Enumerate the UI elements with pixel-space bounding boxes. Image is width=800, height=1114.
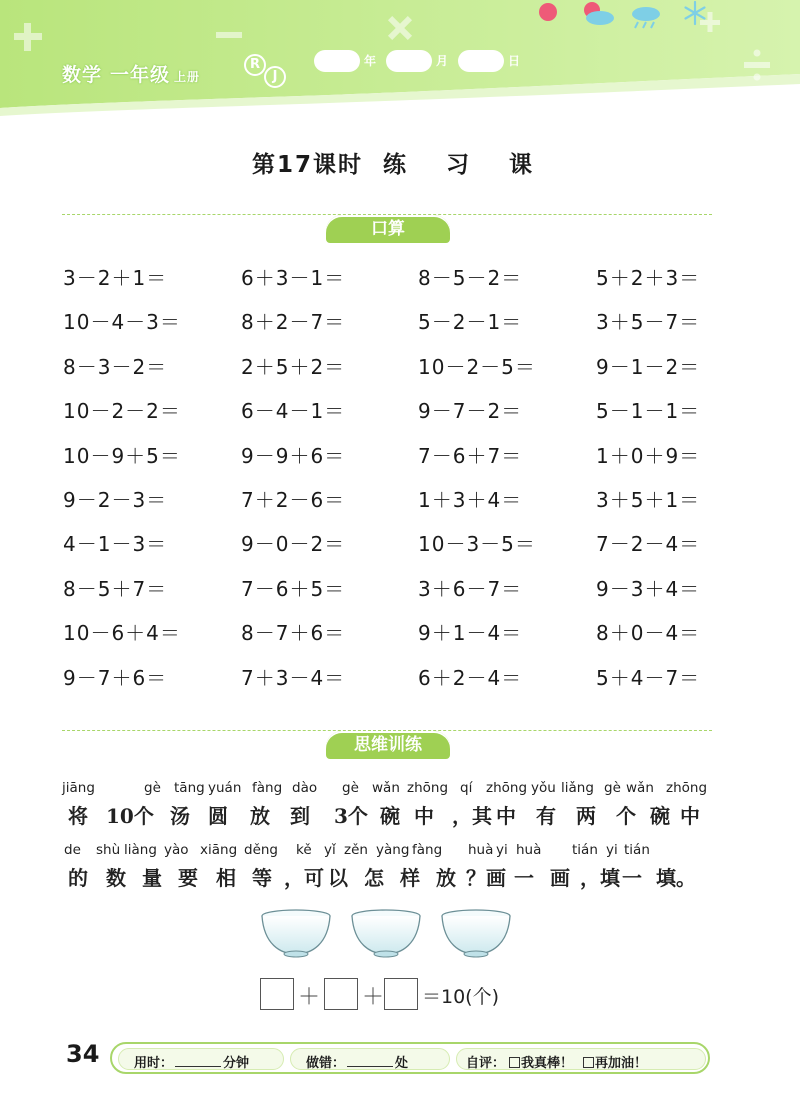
- arithmetic-problem: 10－2－2＝: [63, 399, 181, 424]
- pinyin: zhōng: [486, 780, 528, 796]
- problem-row: [63, 617, 723, 661]
- time-label: 用时：: [134, 1056, 174, 1071]
- arithmetic-problem: 9－0－2＝: [241, 532, 346, 557]
- try-checkbox[interactable]: [583, 1057, 594, 1068]
- pinyin: gè: [144, 780, 161, 796]
- hanzi: 汤: [170, 804, 190, 828]
- arithmetic-problem: 9－2－3＝: [63, 487, 168, 512]
- hanzi: 填。: [656, 866, 696, 890]
- arithmetic-problem: 9－7＋6＝: [63, 665, 168, 690]
- arithmetic-problem: 1＋0＋9＝: [596, 443, 701, 468]
- pinyin: shù: [96, 842, 121, 858]
- pinyin: tián: [624, 842, 650, 858]
- lesson-number: 第17课时: [251, 152, 363, 178]
- arithmetic-problem: 6＋2－4＝: [418, 665, 523, 690]
- great-option: 我真棒！: [521, 1056, 574, 1071]
- hanzi: 放: [250, 804, 270, 828]
- pinyin: wǎn: [372, 780, 400, 796]
- hanzi: 画: [550, 866, 570, 890]
- arithmetic-problem: 5＋2＋3＝: [596, 266, 701, 290]
- pinyin: huà: [468, 842, 494, 858]
- pinyin: yàng: [376, 842, 410, 858]
- arithmetic-problem: 8－5＋7＝: [63, 576, 168, 601]
- pinyin: zhōng: [407, 780, 449, 796]
- footer-bar: [110, 1042, 710, 1074]
- pinyin: yǒu: [531, 780, 556, 796]
- pinyin: fàng: [252, 780, 283, 796]
- arithmetic-problem: 10－3－5＝: [418, 532, 536, 557]
- pinyin: yào: [164, 842, 189, 858]
- hanzi: 样: [400, 866, 420, 890]
- rj-badge-r: R: [244, 54, 266, 76]
- arithmetic-problem: 3＋5＋1＝: [596, 487, 701, 512]
- month-field[interactable]: [386, 50, 432, 72]
- snowflake-icon[interactable]: [682, 0, 708, 26]
- pinyin: qí: [460, 780, 473, 796]
- pinyin: tāng: [174, 780, 205, 796]
- section-tab-thinking: 思维训练: [326, 731, 450, 759]
- arithmetic-problem: 8－3－2＝: [63, 354, 168, 379]
- hanzi: 中: [496, 804, 516, 828]
- arithmetic-problem: 8－7＋6＝: [241, 621, 346, 646]
- arithmetic-problem: 6－4－1＝: [241, 399, 346, 424]
- hanzi: 碗: [650, 804, 670, 828]
- arithmetic-problem: 5－1－1＝: [596, 399, 701, 424]
- problem-row: [63, 262, 723, 306]
- hanzi: 圆: [208, 804, 228, 828]
- arithmetic-problem: 7－2－4＝: [596, 532, 701, 557]
- partly-cloudy-icon[interactable]: [578, 0, 618, 30]
- arithmetic-problem: 7－6＋7＝: [418, 443, 523, 468]
- pinyin: fàng: [412, 842, 443, 858]
- hanzi: 到: [290, 804, 310, 828]
- lesson-name: 练 习 课: [383, 152, 549, 178]
- hanzi: 一: [622, 866, 642, 890]
- hanzi: 有: [536, 804, 556, 828]
- hanzi: 等: [252, 866, 272, 890]
- errors-unit: 处: [395, 1056, 409, 1071]
- hanzi: 怎: [364, 866, 384, 890]
- error-count: [306, 1052, 408, 1071]
- pinyin: yi: [496, 842, 508, 858]
- hanzi: 3个: [334, 804, 368, 828]
- pinyin: tián: [572, 842, 598, 858]
- day-field[interactable]: [458, 50, 504, 72]
- pinyin: yi: [606, 842, 618, 858]
- pinyin: děng: [244, 842, 279, 858]
- sun-icon[interactable]: [534, 0, 564, 24]
- header-band: [0, 0, 800, 120]
- hanzi: ？画: [466, 866, 506, 890]
- arithmetic-problem: 3＋6－7＝: [418, 576, 523, 601]
- arithmetic-problem: 4－1－3＝: [63, 532, 168, 557]
- pinyin: dào: [292, 780, 318, 796]
- hanzi: 将: [68, 804, 88, 828]
- arithmetic-problem: 8＋2－7＝: [241, 310, 346, 335]
- problem-row: [63, 528, 723, 572]
- hanzi: 要: [178, 866, 198, 890]
- arithmetic-problem: 3－2＋1＝: [63, 266, 168, 290]
- arithmetic-problem: 7＋2－6＝: [241, 487, 346, 512]
- arithmetic-problem: 8＋0－4＝: [596, 621, 701, 646]
- problem-row: [63, 440, 723, 484]
- self-eval-label: 自评：: [466, 1056, 506, 1071]
- arithmetic-problem: 9＋1－4＝: [418, 621, 523, 646]
- hanzi: 量: [142, 866, 162, 890]
- time-spent: [134, 1052, 249, 1071]
- section-tab-mental: 口算: [326, 215, 450, 243]
- pinyin: xiāng: [200, 842, 238, 858]
- hanzi: 一: [514, 866, 534, 890]
- errors-label: 做错：: [306, 1056, 346, 1071]
- arithmetic-problem: 10－9＋5＝: [63, 443, 181, 468]
- answer-box-3[interactable]: [384, 978, 418, 1010]
- hanzi: 中: [414, 804, 434, 828]
- arithmetic-problem: 7－6＋5＝: [241, 576, 346, 601]
- pinyin: liǎng: [561, 780, 594, 796]
- pinyin: wǎn: [626, 780, 654, 796]
- page-title: [0, 146, 800, 179]
- arithmetic-problem: 5－2－1＝: [418, 310, 523, 335]
- subject-grade: [62, 60, 200, 87]
- month-label: 月: [436, 54, 449, 68]
- arithmetic-problem: 1＋3＋4＝: [418, 487, 523, 512]
- arithmetic-problem: 8－5－2＝: [418, 266, 523, 290]
- arithmetic-problem: 6＋3－1＝: [241, 266, 346, 290]
- hanzi: 放: [436, 866, 456, 890]
- self-evaluation: [466, 1052, 647, 1071]
- hanzi: 相: [216, 866, 236, 890]
- answer-box-1[interactable]: [260, 978, 294, 1010]
- arithmetic-problem: 7＋3－4＝: [241, 665, 346, 690]
- hanzi: 10个: [106, 804, 154, 828]
- pinyin: de: [64, 842, 81, 858]
- hanzi: ，可: [284, 866, 324, 890]
- mental-arithmetic-grid: [63, 262, 723, 706]
- time-unit: 分钟: [223, 1056, 250, 1071]
- problem-row: [63, 573, 723, 617]
- problem-row: [63, 351, 723, 395]
- bowl-icon: [352, 910, 420, 957]
- year-field[interactable]: [314, 50, 360, 72]
- plus-sign: ＋: [362, 985, 385, 1010]
- arithmetic-problem: 10－6＋4＝: [63, 621, 181, 646]
- arithmetic-problem: 9－1－2＝: [596, 354, 701, 379]
- arithmetic-problem: 10－2－5＝: [418, 354, 536, 379]
- arithmetic-problem: 2＋5＋2＝: [241, 354, 346, 379]
- day-label: 日: [508, 54, 521, 68]
- great-checkbox[interactable]: [509, 1057, 520, 1068]
- page-number: 34: [66, 1040, 100, 1068]
- pinyin: kě: [296, 842, 312, 858]
- hanzi: 数: [106, 866, 126, 890]
- hanzi: 以: [328, 866, 348, 890]
- bowls-illustration: [258, 904, 518, 960]
- problem-row: [63, 484, 723, 528]
- plus-sign: ＋: [298, 985, 321, 1010]
- hanzi: 碗: [380, 804, 400, 828]
- pinyin: gè: [342, 780, 359, 796]
- year-label: 年: [364, 54, 377, 68]
- arithmetic-problem: 10－4－3＝: [63, 310, 181, 335]
- bowl-icon: [262, 910, 330, 957]
- grade-label: 一年级: [110, 64, 171, 86]
- problem-row: [63, 662, 723, 706]
- time-input[interactable]: [175, 1055, 221, 1067]
- arithmetic-problem: 3＋5－7＝: [596, 310, 701, 335]
- errors-input[interactable]: [347, 1055, 393, 1067]
- pinyin: yuán: [208, 780, 242, 796]
- pinyin: liàng: [124, 842, 157, 858]
- hanzi: ，填: [580, 866, 620, 890]
- equation-result: ＝10(个): [422, 986, 500, 1008]
- bowl-icon: [442, 910, 510, 957]
- hanzi: 个: [616, 804, 636, 828]
- subject-label: 数学: [62, 64, 103, 86]
- try-option: 再加油！: [595, 1056, 648, 1071]
- pinyin: yǐ: [324, 842, 336, 858]
- volume-label: 上册: [174, 70, 201, 84]
- problem-row: [63, 306, 723, 350]
- pinyin: jiāng: [62, 780, 95, 796]
- hanzi: 中: [680, 804, 700, 828]
- rain-icon[interactable]: [628, 0, 668, 30]
- pinyin: zěn: [344, 842, 368, 858]
- answer-box-2[interactable]: [324, 978, 358, 1010]
- arithmetic-problem: 5＋4－7＝: [596, 665, 701, 690]
- arithmetic-problem: 9－3＋4＝: [596, 576, 701, 601]
- rj-badge-j: J: [264, 66, 286, 88]
- hanzi: ，其: [452, 804, 492, 828]
- hanzi: 的: [68, 866, 88, 890]
- arithmetic-problem: 9－7－2＝: [418, 399, 523, 424]
- pinyin: gè: [604, 780, 621, 796]
- arithmetic-problem: 9－9＋6＝: [241, 443, 346, 468]
- pinyin: zhōng: [666, 780, 708, 796]
- pinyin: huà: [516, 842, 542, 858]
- hanzi: 两: [576, 804, 596, 828]
- problem-row: [63, 395, 723, 439]
